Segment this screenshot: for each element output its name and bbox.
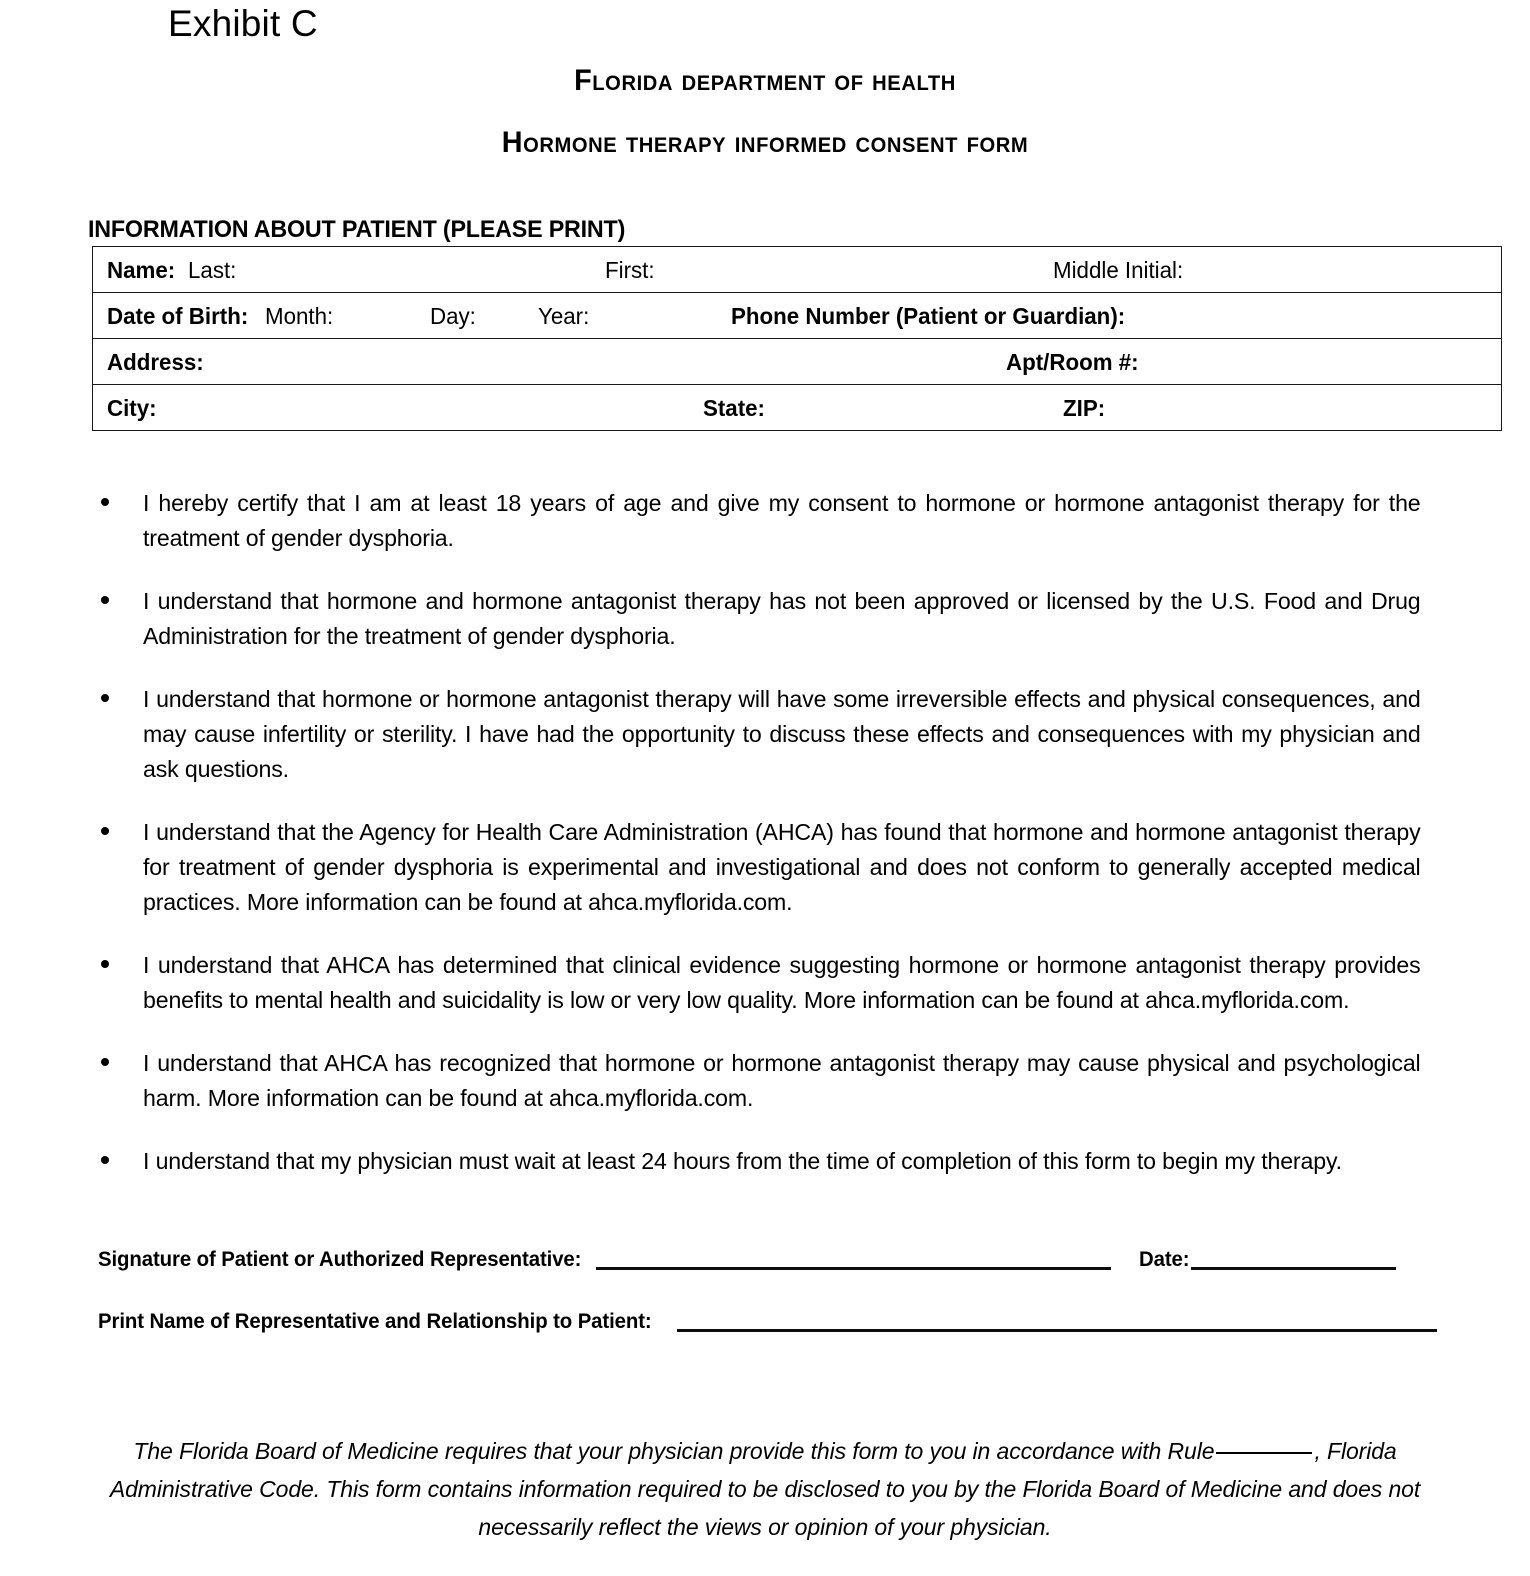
consent-statement-text: I understand that the Agency for Health Care Administration (AHCA) has found that hormone and hormone antagonist therapy for treatment of gender dysphoria is experimental and investigational and does not conform to generally accepted medical practices. More information can be found at ahca.myflorida.com. (143, 819, 1421, 915)
field-label-first: First: (605, 256, 655, 283)
field-label-last: Last: (188, 256, 237, 283)
city-row-cell[interactable] (93, 385, 1502, 431)
name-row-cell[interactable] (93, 247, 1502, 293)
list-item (0, 948, 1530, 1018)
address-row-cell[interactable] (93, 339, 1502, 385)
bullet-dot-icon (101, 498, 109, 506)
bullet-dot-icon (101, 1156, 109, 1164)
footer-disclaimer (100, 1432, 1430, 1546)
patient-information-table (92, 246, 1502, 431)
list-item (0, 1046, 1530, 1116)
consent-statement-text: I understand that AHCA has determined that clinical evidence suggesting hormone or hormone antagonist therapy provides benefits to mental health and suicidality is low or very low quality. More information can be found at ahca.myflorida.com. (143, 952, 1421, 1013)
agency-title: Florida department of health (574, 64, 956, 97)
field-label-date-of-birth: Date of Birth: (107, 302, 249, 329)
field-label-year: Year: (538, 302, 590, 329)
field-label-apt-room: Apt/Room #: (1006, 348, 1139, 375)
field-label-name: Name: (107, 256, 176, 283)
rule-number-blank-line[interactable] (1216, 1451, 1312, 1454)
list-item (0, 682, 1530, 787)
bullet-dot-icon (101, 694, 109, 702)
list-item (0, 584, 1530, 654)
consent-statement-text: I understand that hormone or hormone antagonist therapy will have some irreversible effects and physical consequences, and may cause infertility or sterility. I have had the opportunity to discuss these effects and consequences with my physician and ask questions. (143, 686, 1421, 782)
field-label-zip: ZIP: (1063, 394, 1106, 421)
table-row-city (93, 385, 1502, 431)
print-name-label: Print Name of Representative and Relationship to Patient: (98, 1310, 652, 1333)
exhibit-label: Exhibit C (168, 3, 318, 44)
bullet-dot-icon (101, 1058, 109, 1066)
field-label-day: Day: (430, 302, 476, 329)
date-input-line[interactable] (1191, 1266, 1396, 1270)
signature-label: Signature of Patient or Authorized Representative: (98, 1248, 582, 1271)
field-label-state: State: (703, 394, 765, 421)
patient-section-heading: INFORMATION ABOUT PATIENT (PLEASE PRINT) (88, 216, 626, 243)
date-label: Date: (1139, 1248, 1190, 1271)
signature-block (98, 1246, 1518, 1370)
field-label-address: Address: (107, 348, 204, 375)
table-row-dob (93, 293, 1502, 339)
field-label-city: City: (107, 394, 157, 421)
document-header (0, 60, 1530, 164)
consent-statement-list (0, 486, 1530, 1207)
consent-statement-text: I understand that AHCA has recognized that hormone or hormone antagonist therapy may cause physical and psychological harm. More information can be found at ahca.myflorida.com. (143, 1050, 1421, 1111)
consent-statement-text: I hereby certify that I am at least 18 years of age and give my consent to hormone or hormone antagonist therapy for the treatment of gender dysphoria. (143, 490, 1421, 551)
footer-text-part1: The Florida Board of Medicine requires that your physician provide this form to you in accordance with Rule (133, 1438, 1215, 1464)
footer-text-part2: , Florida Administrative Code. This form contains information required to be disclosed to you by the Florida Board of Medicine and does not necessarily reflect the views or opinion of your physician. (109, 1438, 1421, 1540)
print-name-input-line[interactable] (677, 1328, 1437, 1332)
list-item (0, 1144, 1530, 1179)
list-item (0, 815, 1530, 920)
consent-statement-text: I understand that hormone and hormone antagonist therapy has not been approved or licensed by the U.S. Food and Drug Administration for the treatment of gender dysphoria. (143, 588, 1421, 649)
signature-input-line[interactable] (596, 1266, 1111, 1270)
form-title: Hormone therapy informed consent form (501, 126, 1029, 159)
bullet-dot-icon (101, 960, 109, 968)
signature-row (98, 1246, 1518, 1280)
list-item (0, 486, 1530, 556)
field-label-phone-number: Phone Number (Patient or Guardian): (731, 302, 1126, 329)
table-row-address (93, 339, 1502, 385)
dob-row-cell[interactable] (93, 293, 1502, 339)
print-name-row (98, 1308, 1518, 1342)
field-label-middle-initial: Middle Initial: (1053, 256, 1184, 283)
bullet-dot-icon (101, 596, 109, 604)
bullet-dot-icon (101, 827, 109, 835)
field-label-month: Month: (265, 302, 334, 329)
consent-statement-text: I understand that my physician must wait at least 24 hours from the time of completion of this form to begin my therapy. (143, 1148, 1342, 1174)
table-row-name (93, 247, 1502, 293)
